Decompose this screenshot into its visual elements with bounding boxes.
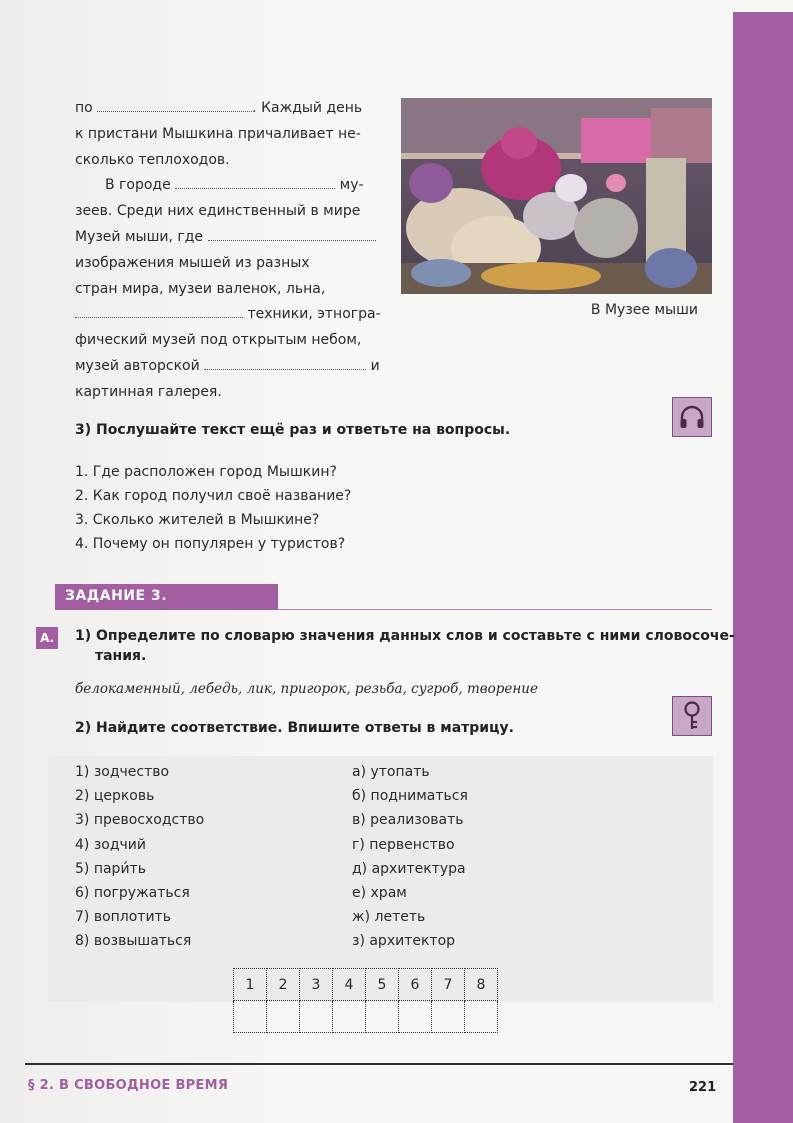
matrix-answer-cell[interactable] bbox=[465, 1001, 498, 1033]
matrix-answer-cell[interactable] bbox=[366, 1001, 399, 1033]
question-list bbox=[75, 460, 351, 556]
list-item: 3) превосходство bbox=[75, 812, 205, 829]
list-item: а) утопать bbox=[352, 764, 430, 780]
task-3-item-1: 1) Определите по словарю значения данных слов и составьте с ними словосоче- тания. bbox=[75, 628, 735, 664]
blank-4[interactable] bbox=[75, 304, 243, 318]
page-number: 221 bbox=[689, 1080, 717, 1095]
list-item: в) реализовать bbox=[352, 812, 464, 829]
list-item: б) подниматься bbox=[352, 788, 468, 805]
matrix-header-row bbox=[234, 969, 498, 1001]
matrix-number: 7 bbox=[432, 969, 465, 1001]
list-item: д) архитектура bbox=[352, 860, 466, 877]
matrix-answer-cell[interactable] bbox=[399, 1001, 432, 1033]
section-a-badge: А. bbox=[36, 627, 58, 649]
list-item: е) храм bbox=[352, 884, 407, 901]
blank-1[interactable] bbox=[97, 98, 252, 112]
passage-line-6: Музей мыши, где bbox=[75, 225, 387, 251]
task-3-rule bbox=[278, 609, 712, 610]
passage-line-1: по . Каждый день bbox=[75, 100, 363, 116]
matrix-answer-cell[interactable] bbox=[267, 1001, 300, 1033]
matrix-answer-row bbox=[234, 1001, 498, 1033]
right-column bbox=[352, 760, 468, 954]
mouse-museum-photo bbox=[401, 98, 712, 294]
list-item: 2) церковь bbox=[75, 788, 155, 805]
answer-matrix bbox=[233, 968, 498, 1033]
task-3-item-2: 2) Найдите соответствие. Впишите ответы в матрицу. bbox=[75, 720, 514, 736]
matrix-number: 1 bbox=[234, 969, 267, 1001]
blank-5[interactable] bbox=[204, 356, 366, 370]
passage-line-5: зеев. Среди них единственный в мире bbox=[75, 203, 361, 220]
passage-line-7: изображения мышей из разных bbox=[75, 254, 310, 271]
matrix-answer-cell[interactable] bbox=[333, 1001, 366, 1033]
matrix-number: 2 bbox=[267, 969, 300, 1001]
list-item: г) первенство bbox=[352, 836, 455, 853]
task-3-title: ЗАДАНИЕ 3. bbox=[55, 584, 278, 610]
passage-line-8: стран мира, музеи валенок, льна, bbox=[75, 280, 326, 297]
passage-line-10: фический музей под открытым небом, bbox=[75, 332, 362, 349]
photo-caption: В Музее мыши bbox=[590, 302, 698, 318]
list-item: 1) зодчество bbox=[75, 764, 170, 780]
matrix-answer-cell[interactable] bbox=[432, 1001, 465, 1033]
list-item: з) архитектор bbox=[352, 933, 456, 950]
matrix-number: 3 bbox=[300, 969, 333, 1001]
blank-2[interactable] bbox=[175, 175, 335, 189]
passage bbox=[75, 96, 387, 406]
list-item: 8) возвышаться bbox=[75, 933, 192, 950]
question-item: 4. Почему он популярен у туристов? bbox=[75, 536, 346, 552]
list-item: 7) воплотить bbox=[75, 909, 171, 926]
footer-rule bbox=[25, 1063, 733, 1065]
matrix-number: 4 bbox=[333, 969, 366, 1001]
matrix-number: 6 bbox=[399, 969, 432, 1001]
left-column bbox=[75, 760, 204, 954]
passage-line-3: сколько теплоходов. bbox=[75, 151, 230, 168]
list-item: 6) погружаться bbox=[75, 884, 190, 901]
blank-3[interactable] bbox=[208, 227, 376, 241]
list-item: 5) пари́ть bbox=[75, 860, 146, 877]
vocabulary-words: белокаменный, лебедь, лик, пригорок, резьба, сугроб, творение bbox=[75, 681, 538, 697]
side-color-tab bbox=[733, 12, 793, 1123]
passage-line-2: к пристани Мышкина причаливает не- bbox=[75, 125, 361, 142]
matrix-answer-cell[interactable] bbox=[234, 1001, 267, 1033]
key-icon bbox=[672, 696, 712, 736]
exercise-3-heading: 3) Послушайте текст ещё раз и ответьте на вопросы. bbox=[75, 422, 511, 438]
passage-line-4: В городе му- bbox=[105, 177, 364, 194]
headphones-icon bbox=[672, 397, 712, 437]
passage-line-9: техники, этногра- bbox=[75, 302, 387, 328]
matrix-number: 8 bbox=[465, 969, 498, 1001]
section-label: § 2. В СВОБОДНОЕ ВРЕМЯ bbox=[28, 1078, 229, 1093]
question-item: 1. Где расположен город Мышкин? bbox=[75, 464, 337, 480]
list-item: 4) зодчий bbox=[75, 836, 146, 853]
matrix-number: 5 bbox=[366, 969, 399, 1001]
matrix-answer-cell[interactable] bbox=[300, 1001, 333, 1033]
passage-line-11: музей авторской и bbox=[75, 357, 380, 374]
list-item: ж) лететь bbox=[352, 909, 426, 926]
question-item: 2. Как город получил своё название? bbox=[75, 488, 352, 504]
passage-line-12: картинная галерея. bbox=[75, 383, 222, 400]
question-item: 3. Сколько жителей в Мышкине? bbox=[75, 512, 320, 528]
